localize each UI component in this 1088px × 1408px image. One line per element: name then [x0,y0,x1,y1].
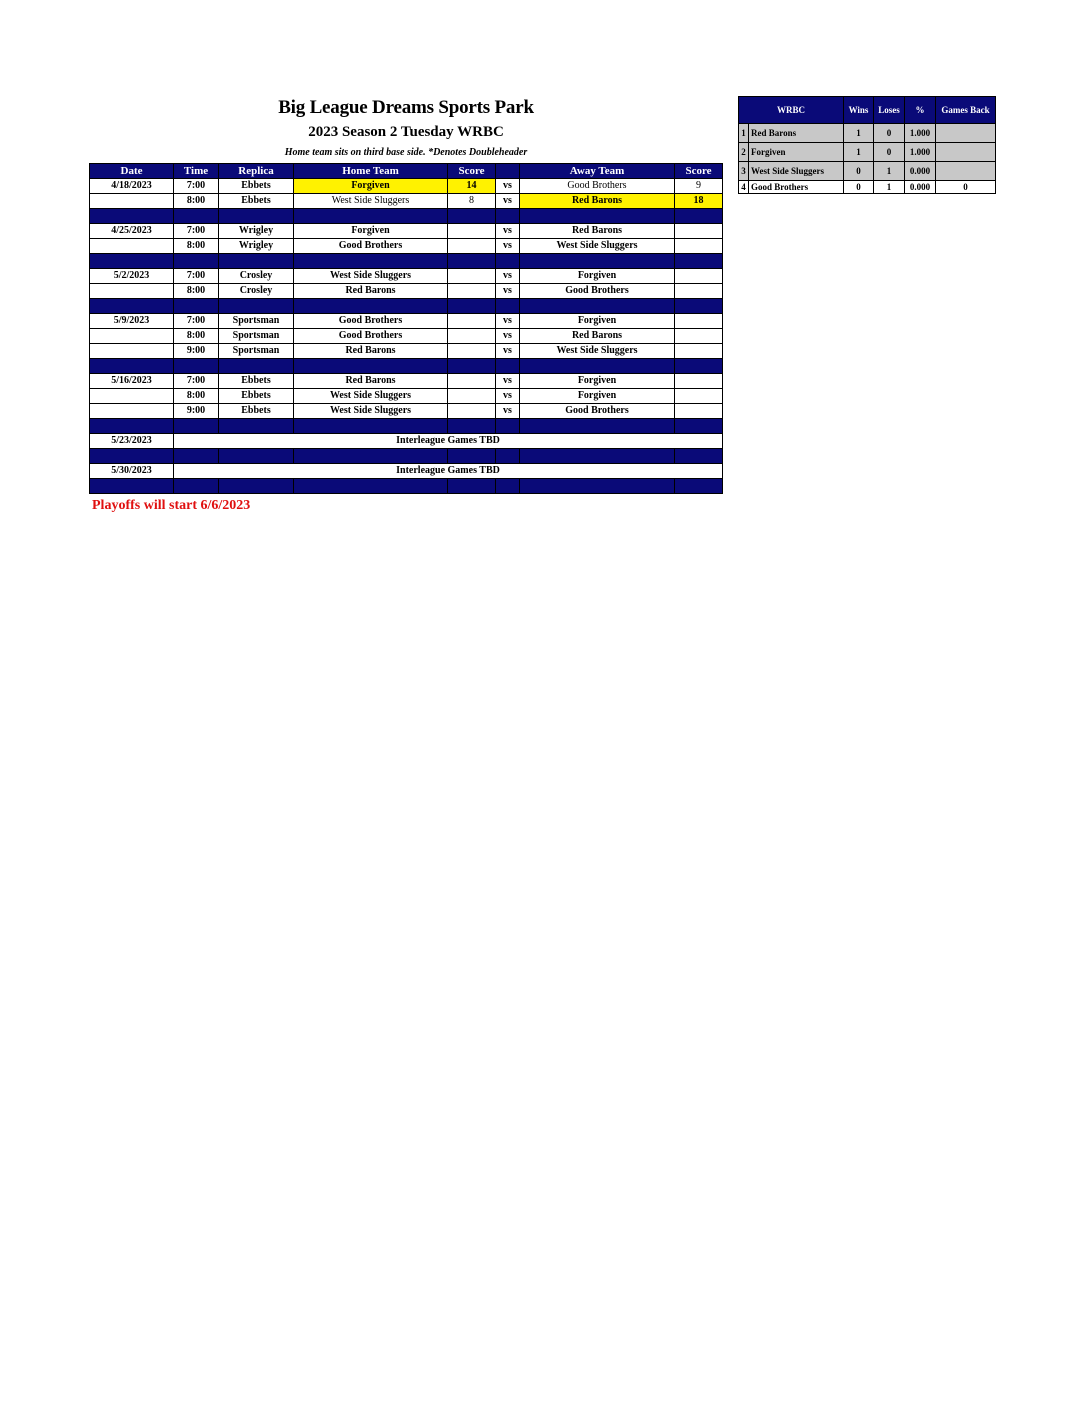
game-replica: Ebbets [219,179,294,194]
separator-cell [496,359,520,374]
game-time: 7:00 [174,179,219,194]
separator-cell [294,449,448,464]
separator-cell [294,209,448,224]
separator-cell [496,479,520,494]
game-replica: Ebbets [219,194,294,209]
away-team: Forgiven [520,269,675,284]
away-score [675,389,723,404]
separator-cell [90,209,174,224]
interleague-row [90,434,723,449]
standings-header-row [739,97,996,124]
separator-cell [675,419,723,434]
home-team: Red Barons [294,374,448,389]
separator-cell [219,449,294,464]
home-score [448,404,496,419]
game-replica: Ebbets [219,404,294,419]
separator-cell [675,449,723,464]
game-row [90,344,723,359]
game-date [90,194,174,209]
separator-cell [174,299,219,314]
separator-cell [90,254,174,269]
home-score [448,239,496,254]
home-score [448,269,496,284]
standings-team: Red Barons [749,124,844,143]
vs-label: vs [496,389,520,404]
vs-label: vs [496,224,520,239]
page-title: Big League Dreams Sports Park [278,97,534,118]
separator-cell [496,419,520,434]
separator-cell [294,419,448,434]
standings-row [739,162,996,181]
standings-rank: 4 [739,181,749,194]
home-score [448,344,496,359]
home-team: Forgiven [294,224,448,239]
interleague-note: Interleague Games TBD [174,434,723,449]
column-header-vs [496,164,520,179]
home-score [448,314,496,329]
vs-label: vs [496,284,520,299]
away-team: Good Brothers [520,284,675,299]
game-replica: Crosley [219,284,294,299]
game-row [90,224,723,239]
game-row [90,314,723,329]
separator-cell [496,209,520,224]
playoffs-notice: Playoffs will start 6/6/2023 [92,498,251,513]
game-date [90,284,174,299]
away-score [675,314,723,329]
separator-cell [448,254,496,269]
game-replica: Ebbets [219,389,294,404]
game-row [90,239,723,254]
vs-label: vs [496,404,520,419]
separator-cell [219,359,294,374]
column-header-away-score: Score [675,164,723,179]
week-separator-row [90,419,723,434]
home-score [448,284,496,299]
game-date: 4/18/2023 [90,179,174,194]
standings-games-back [936,143,996,162]
separator-cell [448,449,496,464]
page-subtitle: 2023 Season 2 Tuesday WRBC [308,124,504,140]
game-date: 5/9/2023 [90,314,174,329]
standings-pct: 0.000 [905,162,936,181]
separator-cell [520,419,675,434]
week-separator-row [90,254,723,269]
away-team: Forgiven [520,389,675,404]
separator-cell [219,254,294,269]
game-time: 7:00 [174,224,219,239]
separator-cell [174,479,219,494]
home-team: Good Brothers [294,329,448,344]
standings-team: West Side Sluggers [749,162,844,181]
standings-pct: 1.000 [905,143,936,162]
separator-cell [675,209,723,224]
away-team: Good Brothers [520,404,675,419]
standings-header-league: WRBC [739,97,844,124]
vs-label: vs [496,179,520,194]
column-header-time: Time [174,164,219,179]
column-header-away-team: Away Team [520,164,675,179]
home-team: West Side Sluggers [294,404,448,419]
away-team: West Side Sluggers [520,239,675,254]
separator-cell [294,359,448,374]
standings-team: Forgiven [749,143,844,162]
home-score: 14 [448,179,496,194]
game-date: 5/2/2023 [90,269,174,284]
home-score [448,389,496,404]
standings-pct: 0.000 [905,181,936,194]
separator-cell [520,209,675,224]
standings-rank: 3 [739,162,749,181]
game-time: 7:00 [174,269,219,284]
game-row [90,329,723,344]
standings-games-back [936,162,996,181]
home-team: Good Brothers [294,314,448,329]
home-score [448,374,496,389]
standings-pct: 1.000 [905,124,936,143]
away-score: 18 [675,194,723,209]
game-row [90,194,723,209]
standings-table [738,96,996,194]
separator-cell [496,299,520,314]
game-date [90,389,174,404]
separator-cell [448,479,496,494]
standings-header-loses: Loses [874,97,905,124]
vs-label: vs [496,269,520,284]
game-time: 9:00 [174,404,219,419]
game-date [90,239,174,254]
separator-cell [219,419,294,434]
home-score [448,329,496,344]
separator-cell [174,419,219,434]
column-header-replica: Replica [219,164,294,179]
game-time: 8:00 [174,194,219,209]
game-date [90,404,174,419]
game-time: 8:00 [174,329,219,344]
game-row [90,284,723,299]
away-team: Red Barons [520,224,675,239]
week-separator-row [90,449,723,464]
separator-cell [520,479,675,494]
interleague-note: Interleague Games TBD [174,464,723,479]
game-replica: Sportsman [219,329,294,344]
separator-cell [90,359,174,374]
separator-cell [520,299,675,314]
game-date: 4/25/2023 [90,224,174,239]
separator-cell [675,299,723,314]
separator-cell [90,419,174,434]
home-team: West Side Sluggers [294,389,448,404]
column-header-date: Date [90,164,174,179]
home-team: West Side Sluggers [294,194,448,209]
separator-cell [90,299,174,314]
game-row [90,389,723,404]
vs-label: vs [496,194,520,209]
game-date: 5/16/2023 [90,374,174,389]
game-date [90,329,174,344]
separator-cell [520,359,675,374]
schedule-header-row [90,164,723,179]
separator-cell [448,419,496,434]
separator-cell [520,449,675,464]
game-replica: Sportsman [219,314,294,329]
standings-rank: 1 [739,124,749,143]
vs-label: vs [496,374,520,389]
week-separator-row [90,359,723,374]
standings-wins: 0 [844,181,874,194]
separator-cell [520,254,675,269]
away-team: Red Barons [520,194,675,209]
separator-cell [496,254,520,269]
game-row [90,179,723,194]
home-score [448,224,496,239]
game-replica: Wrigley [219,224,294,239]
away-score [675,329,723,344]
separator-cell [448,299,496,314]
game-replica: Sportsman [219,344,294,359]
away-score [675,239,723,254]
standings-wins: 0 [844,162,874,181]
game-row [90,269,723,284]
standings-loses: 0 [874,124,905,143]
home-score: 8 [448,194,496,209]
standings-header-pct: % [905,97,936,124]
vs-label: vs [496,314,520,329]
week-separator-row [90,209,723,224]
separator-cell [174,209,219,224]
standings-row [739,143,996,162]
away-team: Red Barons [520,329,675,344]
week-separator-row [90,299,723,314]
column-header-home-score: Score [448,164,496,179]
away-score: 9 [675,179,723,194]
away-team: Forgiven [520,374,675,389]
game-date: 5/30/2023 [90,464,174,479]
separator-cell [675,479,723,494]
vs-label: vs [496,329,520,344]
separator-cell [174,359,219,374]
away-team: Good Brothers [520,179,675,194]
away-score [675,344,723,359]
separator-cell [448,209,496,224]
game-replica: Wrigley [219,239,294,254]
column-header-home-team: Home Team [294,164,448,179]
game-row [90,374,723,389]
week-separator-row [90,479,723,494]
standings-row [739,124,996,143]
interleague-row [90,464,723,479]
separator-cell [448,359,496,374]
standings-header-games-back: Games Back [936,97,996,124]
game-time: 8:00 [174,389,219,404]
vs-label: vs [496,239,520,254]
game-time: 9:00 [174,344,219,359]
game-time: 7:00 [174,314,219,329]
separator-cell [90,479,174,494]
separator-cell [294,254,448,269]
separator-cell [174,449,219,464]
separator-cell [219,209,294,224]
game-date [90,344,174,359]
standings-games-back [936,124,996,143]
standings-rank: 2 [739,143,749,162]
away-score [675,269,723,284]
game-time: 8:00 [174,284,219,299]
away-score [675,284,723,299]
schedule-table [89,163,723,494]
standings-loses: 0 [874,143,905,162]
separator-cell [496,449,520,464]
game-row [90,404,723,419]
game-time: 8:00 [174,239,219,254]
standings-wins: 1 [844,124,874,143]
separator-cell [294,299,448,314]
separator-cell [294,479,448,494]
separator-cell [219,299,294,314]
home-team: Red Barons [294,344,448,359]
standings-row [739,181,996,194]
standings-wins: 1 [844,143,874,162]
home-team: West Side Sluggers [294,269,448,284]
standings-header-wins: Wins [844,97,874,124]
standings-loses: 1 [874,162,905,181]
game-time: 7:00 [174,374,219,389]
standings-games-back: 0 [936,181,996,194]
away-team: West Side Sluggers [520,344,675,359]
standings-team: Good Brothers [749,181,844,194]
away-score [675,404,723,419]
game-replica: Crosley [219,269,294,284]
schedule-note: Home team sits on third base side. *Denotes Doubleheader [284,147,528,158]
separator-cell [675,359,723,374]
separator-cell [675,254,723,269]
separator-cell [219,479,294,494]
home-team: Forgiven [294,179,448,194]
game-replica: Ebbets [219,374,294,389]
away-score [675,374,723,389]
standings-loses: 1 [874,181,905,194]
separator-cell [174,254,219,269]
away-team: Forgiven [520,314,675,329]
vs-label: vs [496,344,520,359]
home-team: Good Brothers [294,239,448,254]
game-date: 5/23/2023 [90,434,174,449]
away-score [675,224,723,239]
home-team: Red Barons [294,284,448,299]
separator-cell [90,449,174,464]
